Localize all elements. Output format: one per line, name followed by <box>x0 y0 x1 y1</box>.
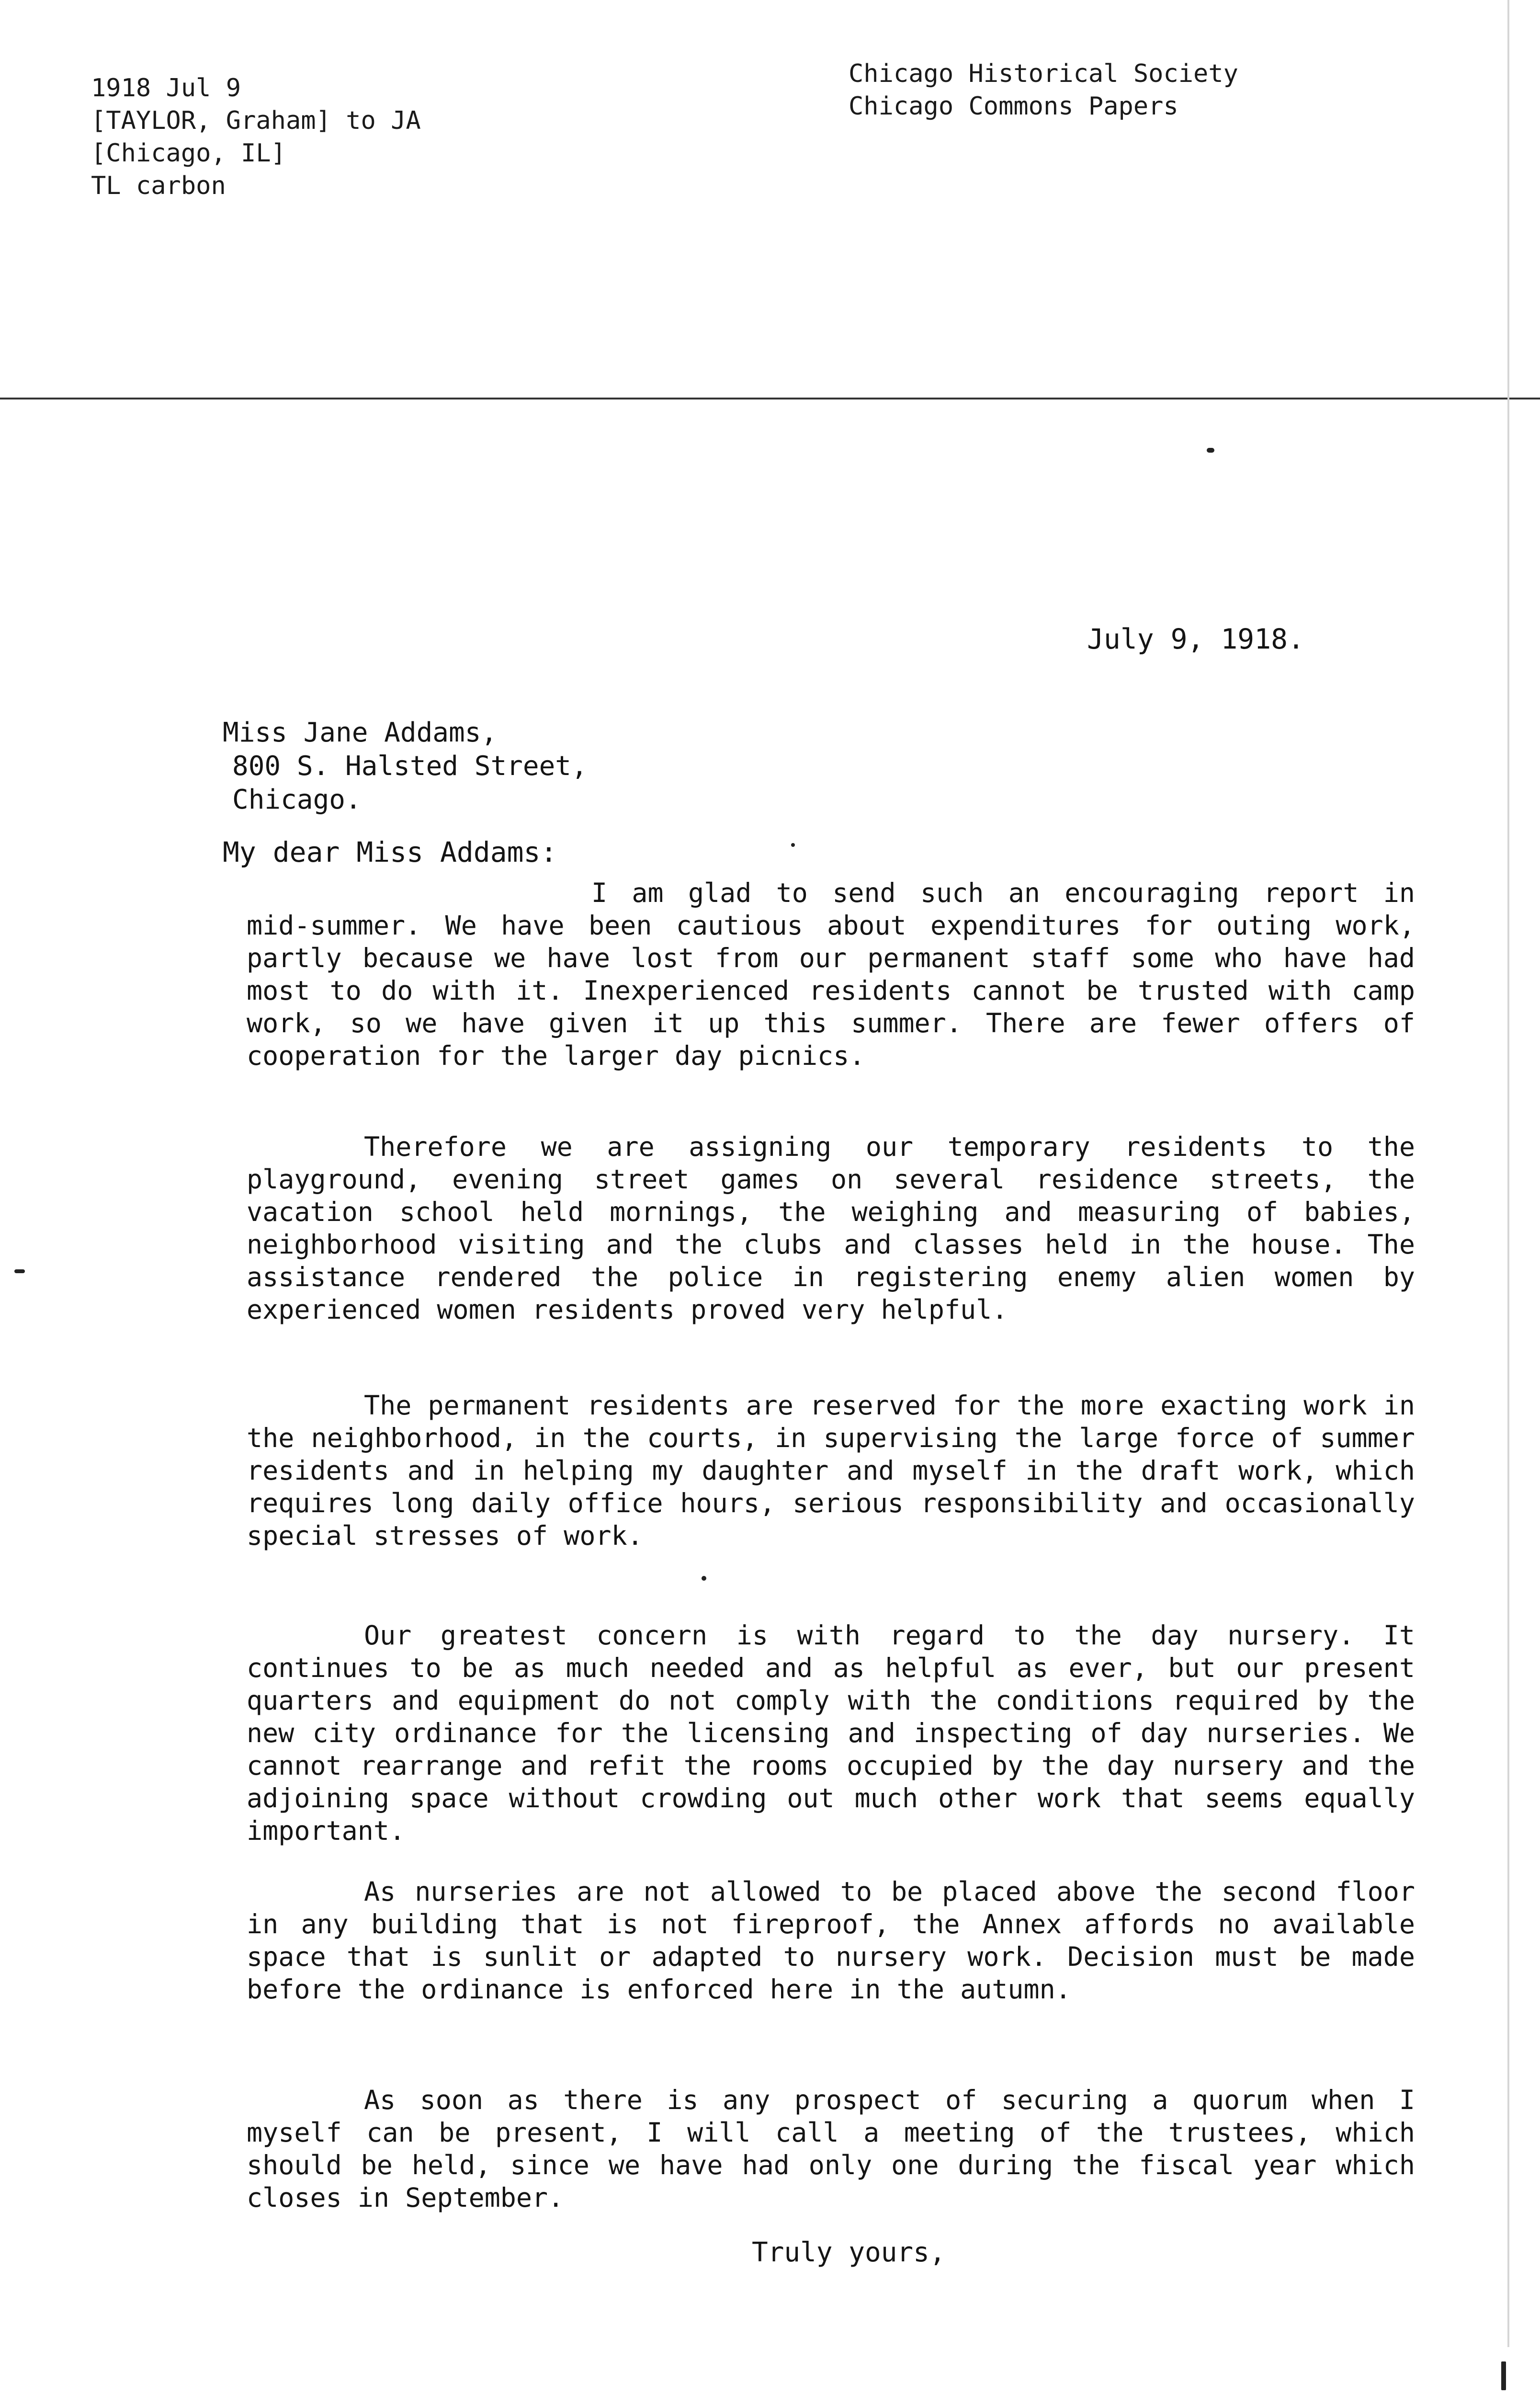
paragraph-1: I am glad to send such an encouraging report in mid-summer. We have been cautious about expenditures for outing work, partly because we have lost from our permanent staff some who have had most to do with it. Inexperienced residents cannot be trusted with camp work, so we have given it up this summer. There are fewer offers of cooperation for the larger day picnics. <box>247 878 1415 1071</box>
scan-speck <box>14 1269 25 1273</box>
source-collection: Chicago Commons Papers <box>849 92 1178 121</box>
scan-speck <box>1501 2361 1506 2390</box>
recipient-name: Miss Jane Addams, <box>223 717 498 748</box>
recipient-address <box>223 716 588 817</box>
salutation: My dear Miss Addams: <box>223 836 557 868</box>
source-repository: Chicago Historical Society <box>849 59 1238 88</box>
paragraph-4: Our greatest concern is with regard to the day nursery. It continues to be as much needed and as helpful as ever, but our present quarters and equipment do not comply with the conditions required by the new city ordinance for the licensing and inspecting of day nurseries. We cannot rearrange and refit the rooms occupied by the day nursery and the adjoining space without crowding out much other work that seems equally important. <box>247 1620 1415 1846</box>
citation-format: TL carbon <box>91 171 226 200</box>
scan-speck <box>1207 448 1214 453</box>
citation-place: [Chicago, IL] <box>91 139 286 168</box>
scan-speck <box>791 843 795 847</box>
archival-source <box>849 57 1238 123</box>
paragraph-2: Therefore we are assigning our temporary residents to the playground, evening street games on several residence streets, the vacation school held mornings, the weighing and measuring of babies, neighborhood visiting and the clubs and classes held in the house. The assistance rendered the police in registering enemy alien women by experienced women residents proved very helpful. <box>247 1131 1415 1325</box>
scan-speck <box>702 1576 706 1581</box>
scan-edge-line <box>1507 0 1509 2347</box>
archival-citation <box>91 72 421 202</box>
paragraph-6: As soon as there is any prospect of securing a quorum when I myself can be present, I will call a meeting of the trustees, which should be held, since we have had only one during the fiscal year which closes in September. <box>247 2085 1415 2213</box>
citation-date: 1918 Jul 9 <box>91 74 241 103</box>
paragraph-5: As nurseries are not allowed to be placed above the second floor in any building that is not fireproof, the Annex affords no available space that is sunlit or adapted to nursery work. Decision must be made before the ordinance is enforced here in the autumn. <box>247 1876 1415 2005</box>
recipient-city: Chicago. <box>232 784 362 815</box>
header-divider <box>0 398 1540 399</box>
citation-correspondents: [TAYLOR, Graham] to JA <box>91 106 421 135</box>
complimentary-close: Truly yours, <box>752 2237 946 2268</box>
recipient-street: 800 S. Halsted Street, <box>232 751 588 782</box>
paragraph-3: The permanent residents are reserved for the more exacting work in the neighborhood, in the courts, in supervising the large force of summer residents and in helping my daughter and myself in the draft work, which requires long daily office hours, serious responsibility and occasionally special stresses of work. <box>247 1390 1415 1551</box>
letter-date: July 9, 1918. <box>1087 623 1304 655</box>
